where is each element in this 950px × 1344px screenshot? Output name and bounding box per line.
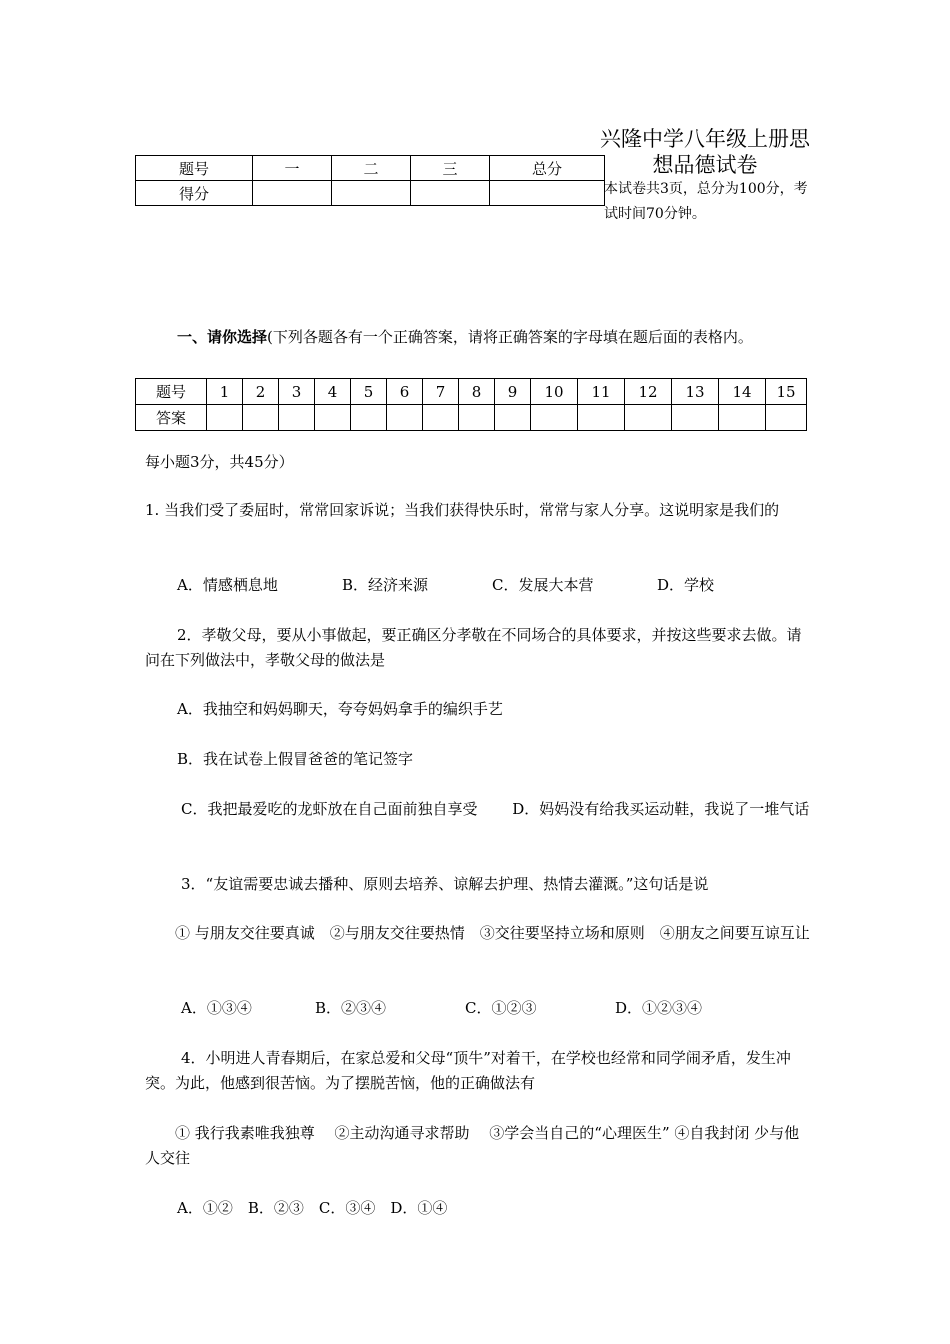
answer-cell[interactable] xyxy=(351,405,387,431)
score-table-header-cell: 总分 xyxy=(490,156,605,181)
answer-table-number: 6 xyxy=(387,379,423,405)
question-3-stem: 3．“友谊需要忠诚去播种、原则去培养、谅解去护理、热情去灌溉。”这句话是说 xyxy=(181,875,709,893)
question-3-option-b: B．②③④ xyxy=(315,999,387,1017)
answer-cell[interactable] xyxy=(243,405,279,431)
answer-table-number: 13 xyxy=(672,379,719,405)
question-1-option-d: D．学校 xyxy=(657,576,715,594)
answer-cell[interactable] xyxy=(672,405,719,431)
answer-cell[interactable] xyxy=(495,405,531,431)
question-2-option-b: B．我在试卷上假冒爸爸的笔记签字 xyxy=(177,750,414,768)
exam-note: 本试卷共3页，总分为100分，考试时间70分钟。 xyxy=(604,181,808,222)
section-heading-bold: 一、请你选择 xyxy=(177,328,268,346)
question-3-statements: ① 与朋友交往要真诚 ②与朋友交往要热情 ③交往要坚持立场和原则 ④朋友之间要互谅互让 xyxy=(175,924,810,942)
question-3-option-a: A．①③④ xyxy=(181,999,252,1017)
question-1-stem: 1. 当我们受了委屈时，常常回家诉说；当我们获得快乐时，常常与家人分享。这说明家是我们的 xyxy=(145,501,780,519)
question-4-statements: ① 我行我素唯我独尊 ②主动沟通寻求帮助 ③学会当自己的“心理医生” ④自我封闭 少与他人交往 xyxy=(145,1124,800,1167)
score-cell[interactable] xyxy=(490,181,605,206)
answer-cell[interactable] xyxy=(625,405,672,431)
answer-cell[interactable] xyxy=(531,405,578,431)
score-note: 每小题3分，共45分） xyxy=(145,453,294,471)
question-2-stem: 2．孝敬父母，要从小事做起，要正确区分孝敬在不同场合的具体要求，并按这些要求去做。请问在下列做法中，孝敬父母的做法是 xyxy=(145,626,802,669)
score-cell[interactable] xyxy=(332,181,411,206)
question-3-option-c: C．①②③ xyxy=(465,999,537,1017)
answer-table-number: 4 xyxy=(315,379,351,405)
question-3-options xyxy=(145,996,846,1021)
score-table-header-row xyxy=(136,156,605,181)
answer-table-number: 1 xyxy=(207,379,243,405)
answer-table-number: 11 xyxy=(578,379,625,405)
question-2-option-a: A．我抽空和妈妈聊天，夸夸妈妈拿手的编织手艺 xyxy=(177,700,503,718)
section-heading xyxy=(177,326,827,347)
answer-table-number: 5 xyxy=(351,379,387,405)
question-1-option-a: A．情感栖息地 xyxy=(177,576,278,594)
question-4-options: A．①② B．②③ C．③④ D．①④ xyxy=(177,1199,448,1217)
answer-cell[interactable] xyxy=(766,405,807,431)
answer-table-header-row xyxy=(136,379,807,405)
question-1-options xyxy=(145,573,842,598)
question-2-option-cd: C．我把最爱吃的龙虾放在自己面前独自享受 D．妈妈没有给我买运动鞋，我说了一堆气话 xyxy=(181,800,810,818)
score-table-header-cell: 题号 xyxy=(136,156,253,181)
question-1-option-c: C．发展大本营 xyxy=(492,576,594,594)
answer-cell[interactable] xyxy=(207,405,243,431)
question-4-stem: 4．小明进人青春期后，在家总爱和父母“顶牛”对着干，在学校也经常和同学闹矛盾，发生冲突。为此，他感到很苦恼。为了摆脱苦恼，他的正确做法有 xyxy=(145,1049,791,1092)
answer-cell[interactable] xyxy=(459,405,495,431)
answer-cell[interactable] xyxy=(578,405,625,431)
answer-table-number: 2 xyxy=(243,379,279,405)
section-heading-instructions: (下列各题各有一个正确答案，请将正确答案的字母填在题后面的表格内。 xyxy=(267,328,753,346)
score-table xyxy=(135,155,605,206)
score-table-score-row xyxy=(136,181,605,206)
answer-cell[interactable] xyxy=(719,405,766,431)
question-1-option-b: B．经济来源 xyxy=(342,576,429,594)
answer-table-label: 题号 xyxy=(136,379,207,405)
score-cell[interactable] xyxy=(411,181,490,206)
page-title: 兴隆中学八年级上册思想品德试卷 xyxy=(600,127,810,177)
answer-table-number: 15 xyxy=(766,379,807,405)
answer-table-number: 7 xyxy=(423,379,459,405)
answer-table-answer-row xyxy=(136,405,807,431)
answer-table-number: 8 xyxy=(459,379,495,405)
answer-table-label: 答案 xyxy=(136,405,207,431)
score-table-header-cell: 二 xyxy=(332,156,411,181)
score-row-label: 得分 xyxy=(136,181,253,206)
answer-table-number: 3 xyxy=(279,379,315,405)
answer-cell[interactable] xyxy=(315,405,351,431)
answer-table-number: 10 xyxy=(531,379,578,405)
score-table-header-cell: 一 xyxy=(253,156,332,181)
score-table-header-cell: 三 xyxy=(411,156,490,181)
answer-cell[interactable] xyxy=(423,405,459,431)
answer-table-number: 9 xyxy=(495,379,531,405)
answer-table-number: 14 xyxy=(719,379,766,405)
answer-table xyxy=(135,378,807,431)
answer-cell[interactable] xyxy=(279,405,315,431)
question-3-option-d: D．①②③④ xyxy=(615,999,703,1017)
answer-table-number: 12 xyxy=(625,379,672,405)
answer-cell[interactable] xyxy=(387,405,423,431)
score-cell[interactable] xyxy=(253,181,332,206)
